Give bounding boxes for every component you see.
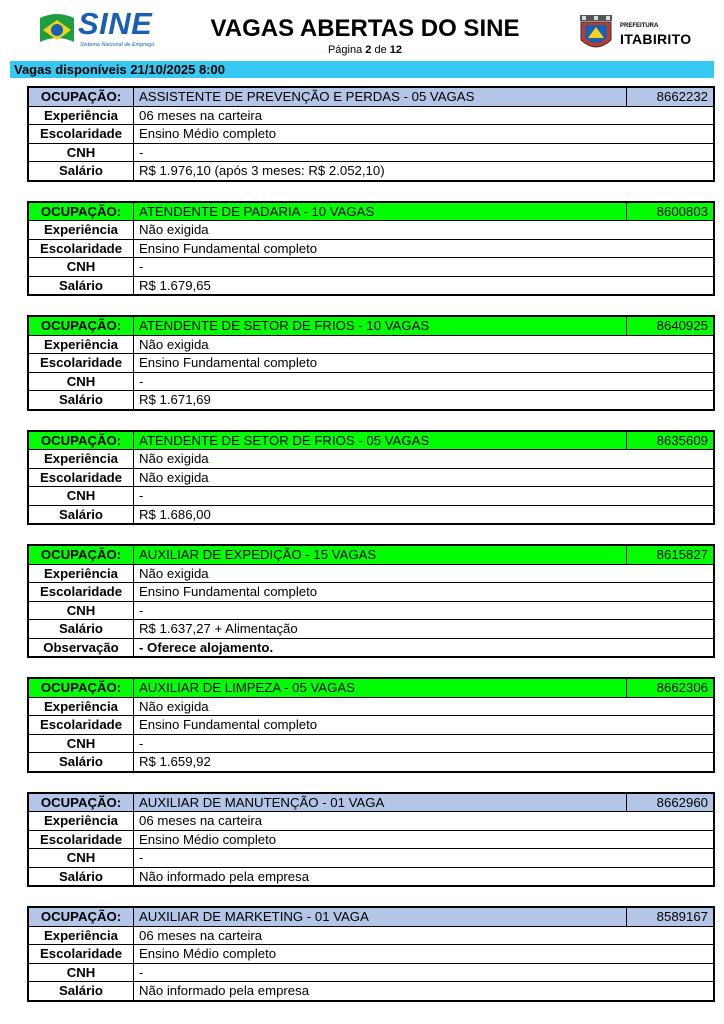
- experiencia-label: Experiência: [28, 221, 134, 240]
- job-field-row: [28, 450, 714, 469]
- job-header-row: [28, 431, 714, 450]
- salario-value: R$ 1.637,27 + Alimentação: [134, 620, 715, 639]
- experiencia-value: Não exigida: [134, 335, 715, 354]
- ocupacao-label: OCUPAÇÃO:: [28, 202, 134, 221]
- ocupacao-label: OCUPAÇÃO:: [28, 431, 134, 450]
- job-card: [27, 86, 715, 182]
- ocupacao-label: OCUPAÇÃO:: [28, 87, 134, 106]
- job-card: [27, 906, 715, 1002]
- job-field-row: [28, 487, 714, 506]
- sine-title: SINE: [78, 6, 153, 41]
- job-code: 8662306: [627, 678, 715, 697]
- job-title: ATENDENTE DE SETOR DE FRIOS - 10 VAGAS: [134, 316, 627, 335]
- job-field-row: [28, 716, 714, 735]
- escolaridade-label: Escolaridade: [28, 583, 134, 602]
- job-field-row: [28, 638, 714, 657]
- job-field-row: [28, 564, 714, 583]
- job-card: [27, 677, 715, 773]
- salario-label: Salário: [28, 753, 134, 772]
- job-code: 8640925: [627, 316, 715, 335]
- escolaridade-value: Ensino Fundamental completo: [134, 716, 715, 735]
- experiencia-value: 06 meses na carteira: [134, 106, 715, 125]
- cnh-label: CNH: [28, 258, 134, 277]
- page-of: de: [374, 44, 387, 56]
- cnh-value: -: [134, 487, 715, 506]
- brazil-flag-icon: [38, 12, 76, 46]
- job-field-row: [28, 620, 714, 639]
- job-field-row: [28, 276, 714, 295]
- job-field-row: [28, 221, 714, 240]
- job-card: [27, 201, 715, 297]
- job-field-row: [28, 335, 714, 354]
- salario-value: R$ 1.659,92: [134, 753, 715, 772]
- job-list: [27, 86, 715, 1021]
- job-field-row: [28, 812, 714, 831]
- cnh-value: -: [134, 963, 715, 982]
- job-header-row: [28, 678, 714, 697]
- job-field-row: [28, 258, 714, 277]
- job-header-row: [28, 907, 714, 926]
- experiencia-label: Experiência: [28, 335, 134, 354]
- job-code: 8662232: [627, 87, 715, 106]
- experiencia-value: Não exigida: [134, 564, 715, 583]
- job-title: ASSISTENTE DE PREVENÇÃO E PERDAS - 05 VAGAS: [134, 87, 627, 106]
- city-crest-icon: [576, 14, 616, 54]
- job-card: [27, 315, 715, 411]
- experiencia-value: Não exigida: [134, 697, 715, 716]
- job-field-row: [28, 372, 714, 391]
- job-code: 8635609: [627, 431, 715, 450]
- escolaridade-value: Ensino Fundamental completo: [134, 239, 715, 258]
- page-total: 12: [389, 44, 403, 56]
- job-card: [27, 430, 715, 526]
- salario-value: R$ 1.679,65: [134, 276, 715, 295]
- job-field-row: [28, 601, 714, 620]
- job-card: [27, 792, 715, 888]
- job-field-row: [28, 505, 714, 524]
- job-title: AUXILIAR DE LIMPEZA - 05 VAGAS: [134, 678, 627, 697]
- job-title: AUXILIAR DE MARKETING - 01 VAGA: [134, 907, 627, 926]
- salario-value: R$ 1.686,00: [134, 505, 715, 524]
- experiencia-label: Experiência: [28, 106, 134, 125]
- sine-subtitle: Sistema Nacional de Emprego: [80, 42, 155, 48]
- escolaridade-value: Ensino Médio completo: [134, 945, 715, 964]
- salario-label: Salário: [28, 505, 134, 524]
- cnh-label: CNH: [28, 487, 134, 506]
- job-field-row: [28, 830, 714, 849]
- ocupacao-label: OCUPAÇÃO:: [28, 545, 134, 564]
- salario-value: Não informado pela empresa: [134, 982, 715, 1001]
- sine-logo: [38, 6, 163, 52]
- cnh-value: -: [134, 601, 715, 620]
- job-field-row: [28, 468, 714, 487]
- job-field-row: [28, 162, 714, 181]
- escolaridade-label: Escolaridade: [28, 354, 134, 373]
- escolaridade-label: Escolaridade: [28, 468, 134, 487]
- city-name: ITABIRITO: [620, 31, 692, 47]
- ocupacao-label: OCUPAÇÃO:: [28, 793, 134, 812]
- escolaridade-value: Ensino Fundamental completo: [134, 354, 715, 373]
- escolaridade-label: Escolaridade: [28, 239, 134, 258]
- cnh-value: -: [134, 258, 715, 277]
- ocupacao-label: OCUPAÇÃO:: [28, 907, 134, 926]
- ocupacao-label: OCUPAÇÃO:: [28, 316, 134, 335]
- experiencia-value: Não exigida: [134, 450, 715, 469]
- cnh-label: CNH: [28, 849, 134, 868]
- observacao-label: Observação: [28, 638, 134, 657]
- experiencia-label: Experiência: [28, 926, 134, 945]
- cnh-value: -: [134, 372, 715, 391]
- salario-label: Salário: [28, 276, 134, 295]
- job-field-row: [28, 734, 714, 753]
- job-code: 8615827: [627, 545, 715, 564]
- cnh-value: -: [134, 734, 715, 753]
- job-field-row: [28, 963, 714, 982]
- job-title: AUXILIAR DE EXPEDIÇÃO - 15 VAGAS: [134, 545, 627, 564]
- job-field-row: [28, 945, 714, 964]
- prefeitura-logo: [576, 14, 692, 54]
- job-code: 8589167: [627, 907, 715, 926]
- escolaridade-value: Ensino Médio completo: [134, 125, 715, 144]
- cnh-value: -: [134, 849, 715, 868]
- job-card: [27, 544, 715, 658]
- job-field-row: [28, 982, 714, 1001]
- salario-label: Salário: [28, 162, 134, 181]
- job-title: ATENDENTE DE SETOR DE FRIOS - 05 VAGAS: [134, 431, 627, 450]
- salario-value: Não informado pela empresa: [134, 867, 715, 886]
- escolaridade-value: Não exigida: [134, 468, 715, 487]
- job-header-row: [28, 87, 714, 106]
- escolaridade-label: Escolaridade: [28, 125, 134, 144]
- job-field-row: [28, 125, 714, 144]
- escolaridade-value: Ensino Fundamental completo: [134, 583, 715, 602]
- cnh-label: CNH: [28, 372, 134, 391]
- job-header-row: [28, 793, 714, 812]
- job-title: ATENDENTE DE PADARIA - 10 VAGAS: [134, 202, 627, 221]
- salario-label: Salário: [28, 391, 134, 410]
- observacao-value: - Oferece alojamento.: [134, 638, 715, 657]
- salario-label: Salário: [28, 982, 134, 1001]
- job-field-row: [28, 354, 714, 373]
- job-field-row: [28, 239, 714, 258]
- escolaridade-value: Ensino Médio completo: [134, 830, 715, 849]
- page-current: 2: [365, 44, 372, 56]
- job-title: AUXILIAR DE MANUTENÇÃO - 01 VAGA: [134, 793, 627, 812]
- date-bar: Vagas disponíveis 21/10/2025 8:00: [10, 61, 714, 78]
- escolaridade-label: Escolaridade: [28, 830, 134, 849]
- page-number: [205, 44, 525, 56]
- cnh-label: CNH: [28, 601, 134, 620]
- cnh-value: -: [134, 143, 715, 162]
- job-field-row: [28, 849, 714, 868]
- job-field-row: [28, 697, 714, 716]
- experiencia-label: Experiência: [28, 812, 134, 831]
- experiencia-label: Experiência: [28, 697, 134, 716]
- experiencia-label: Experiência: [28, 450, 134, 469]
- experiencia-value: 06 meses na carteira: [134, 812, 715, 831]
- salario-label: Salário: [28, 620, 134, 639]
- job-field-row: [28, 926, 714, 945]
- prefeitura-label: PREFEITURA: [620, 23, 659, 29]
- job-header-row: [28, 202, 714, 221]
- escolaridade-label: Escolaridade: [28, 945, 134, 964]
- job-field-row: [28, 583, 714, 602]
- job-field-row: [28, 143, 714, 162]
- job-code: 8600803: [627, 202, 715, 221]
- job-code: 8662960: [627, 793, 715, 812]
- cnh-label: CNH: [28, 963, 134, 982]
- salario-value: R$ 1.671,69: [134, 391, 715, 410]
- escolaridade-label: Escolaridade: [28, 716, 134, 735]
- job-field-row: [28, 753, 714, 772]
- experiencia-label: Experiência: [28, 564, 134, 583]
- page-header: [0, 0, 724, 60]
- cnh-label: CNH: [28, 734, 134, 753]
- salario-value: R$ 1.976,10 (após 3 meses: R$ 2.052,10): [134, 162, 715, 181]
- cnh-label: CNH: [28, 143, 134, 162]
- job-header-row: [28, 545, 714, 564]
- job-field-row: [28, 867, 714, 886]
- page-title: VAGAS ABERTAS DO SINE: [210, 15, 520, 42]
- salario-label: Salário: [28, 867, 134, 886]
- job-field-row: [28, 106, 714, 125]
- job-field-row: [28, 391, 714, 410]
- experiencia-value: 06 meses na carteira: [134, 926, 715, 945]
- page-prefix: Página: [327, 44, 363, 56]
- job-header-row: [28, 316, 714, 335]
- experiencia-value: Não exigida: [134, 221, 715, 240]
- ocupacao-label: OCUPAÇÃO:: [28, 678, 134, 697]
